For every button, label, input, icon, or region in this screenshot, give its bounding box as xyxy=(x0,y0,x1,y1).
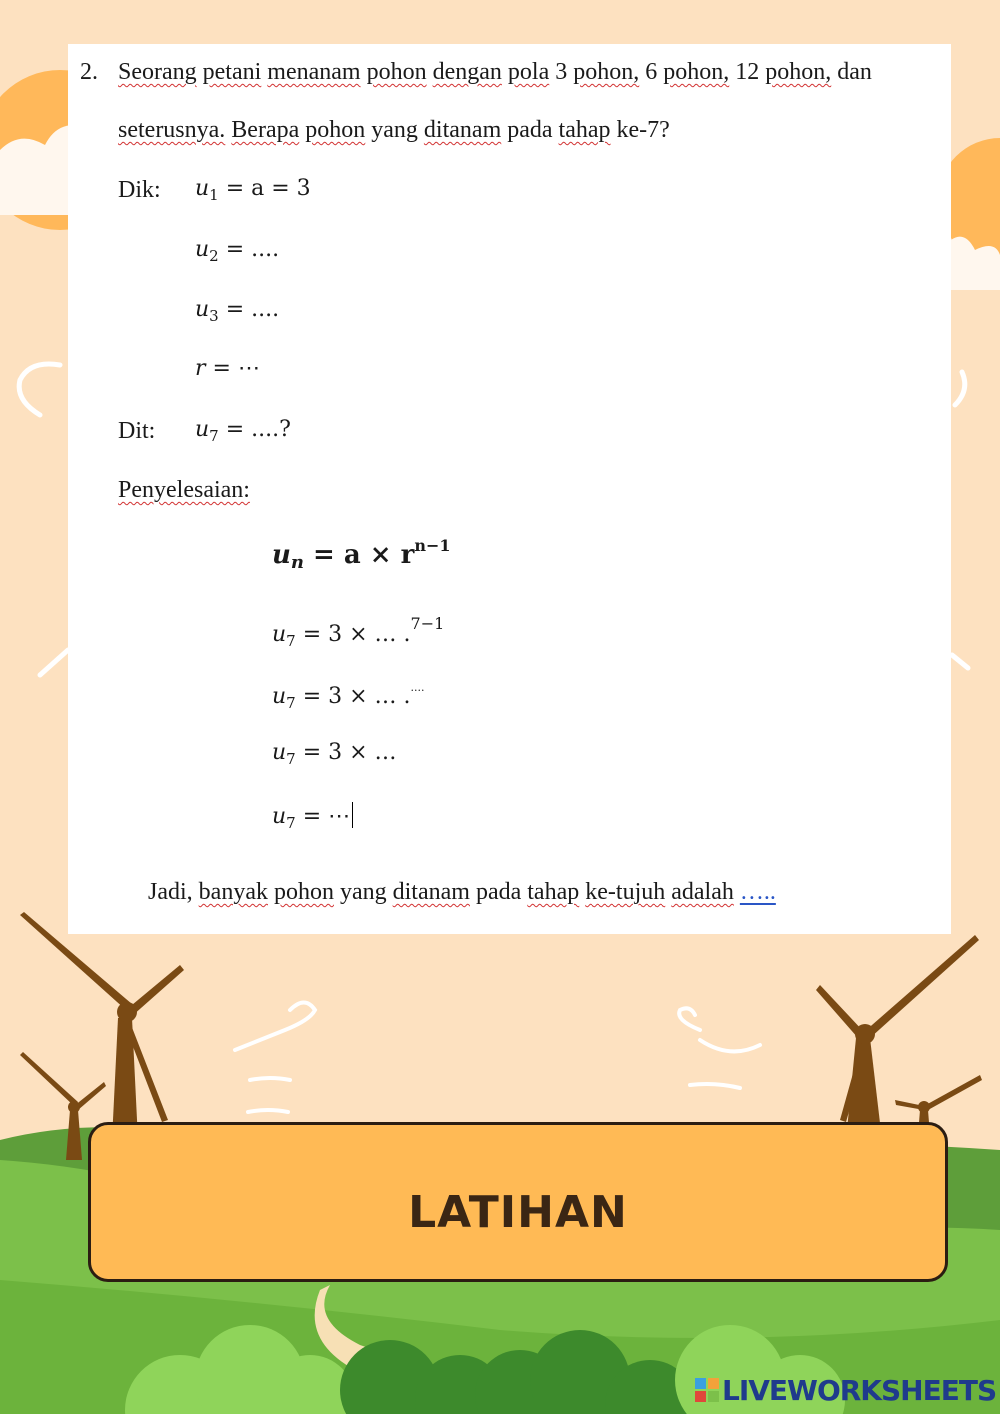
logo-text: LIVEWORKSHEETS xyxy=(722,1373,997,1407)
step-2: $u_7 = 3$ × … ..... xyxy=(272,681,425,712)
step-4[interactable]: $u_7$ = ⋯ xyxy=(272,802,353,831)
step-1: $u_7 = 3$ × … .$^{7-1}$ xyxy=(272,614,445,650)
question-number: 2. xyxy=(80,59,98,85)
dit-u7: $u_7$ = ....? xyxy=(195,417,291,445)
dik-u3: $u_3$ = .... xyxy=(195,297,280,325)
banner-title: LATIHAN xyxy=(408,1187,628,1238)
latihan-banner xyxy=(88,1122,948,1282)
conclusion: Jadi, banyak pohon yang ditanam pada tahap ke-tujuh adalah ….. xyxy=(148,879,776,905)
solution-label: Penyelesaian: xyxy=(118,477,250,503)
formula: $u_n = a \times r^{n-1}$ xyxy=(272,536,451,573)
dik-r: r = ⋯ xyxy=(195,356,260,381)
liveworksheets-logo-icon xyxy=(694,1377,720,1403)
answer-blank[interactable]: ….. xyxy=(739,879,776,905)
question-line-1: Seorang petani menanam pohon dengan pola 3 pohon, 6 pohon, 12 pohon, dan xyxy=(118,59,872,85)
text-cursor xyxy=(352,802,353,828)
liveworksheets-logo[interactable] xyxy=(694,1374,996,1406)
dik-label: Dik: xyxy=(118,177,161,203)
question-line-2: seterusnya. Berapa pohon yang ditanam pada tahap ke-7? xyxy=(118,117,670,143)
dit-label: Dit: xyxy=(118,418,156,444)
dik-u1: $u_1 = a = 3$ xyxy=(195,176,311,204)
step-3: $u_7 = 3$ × … xyxy=(272,740,397,768)
dik-u2: $u_2$ = .... xyxy=(195,237,280,265)
